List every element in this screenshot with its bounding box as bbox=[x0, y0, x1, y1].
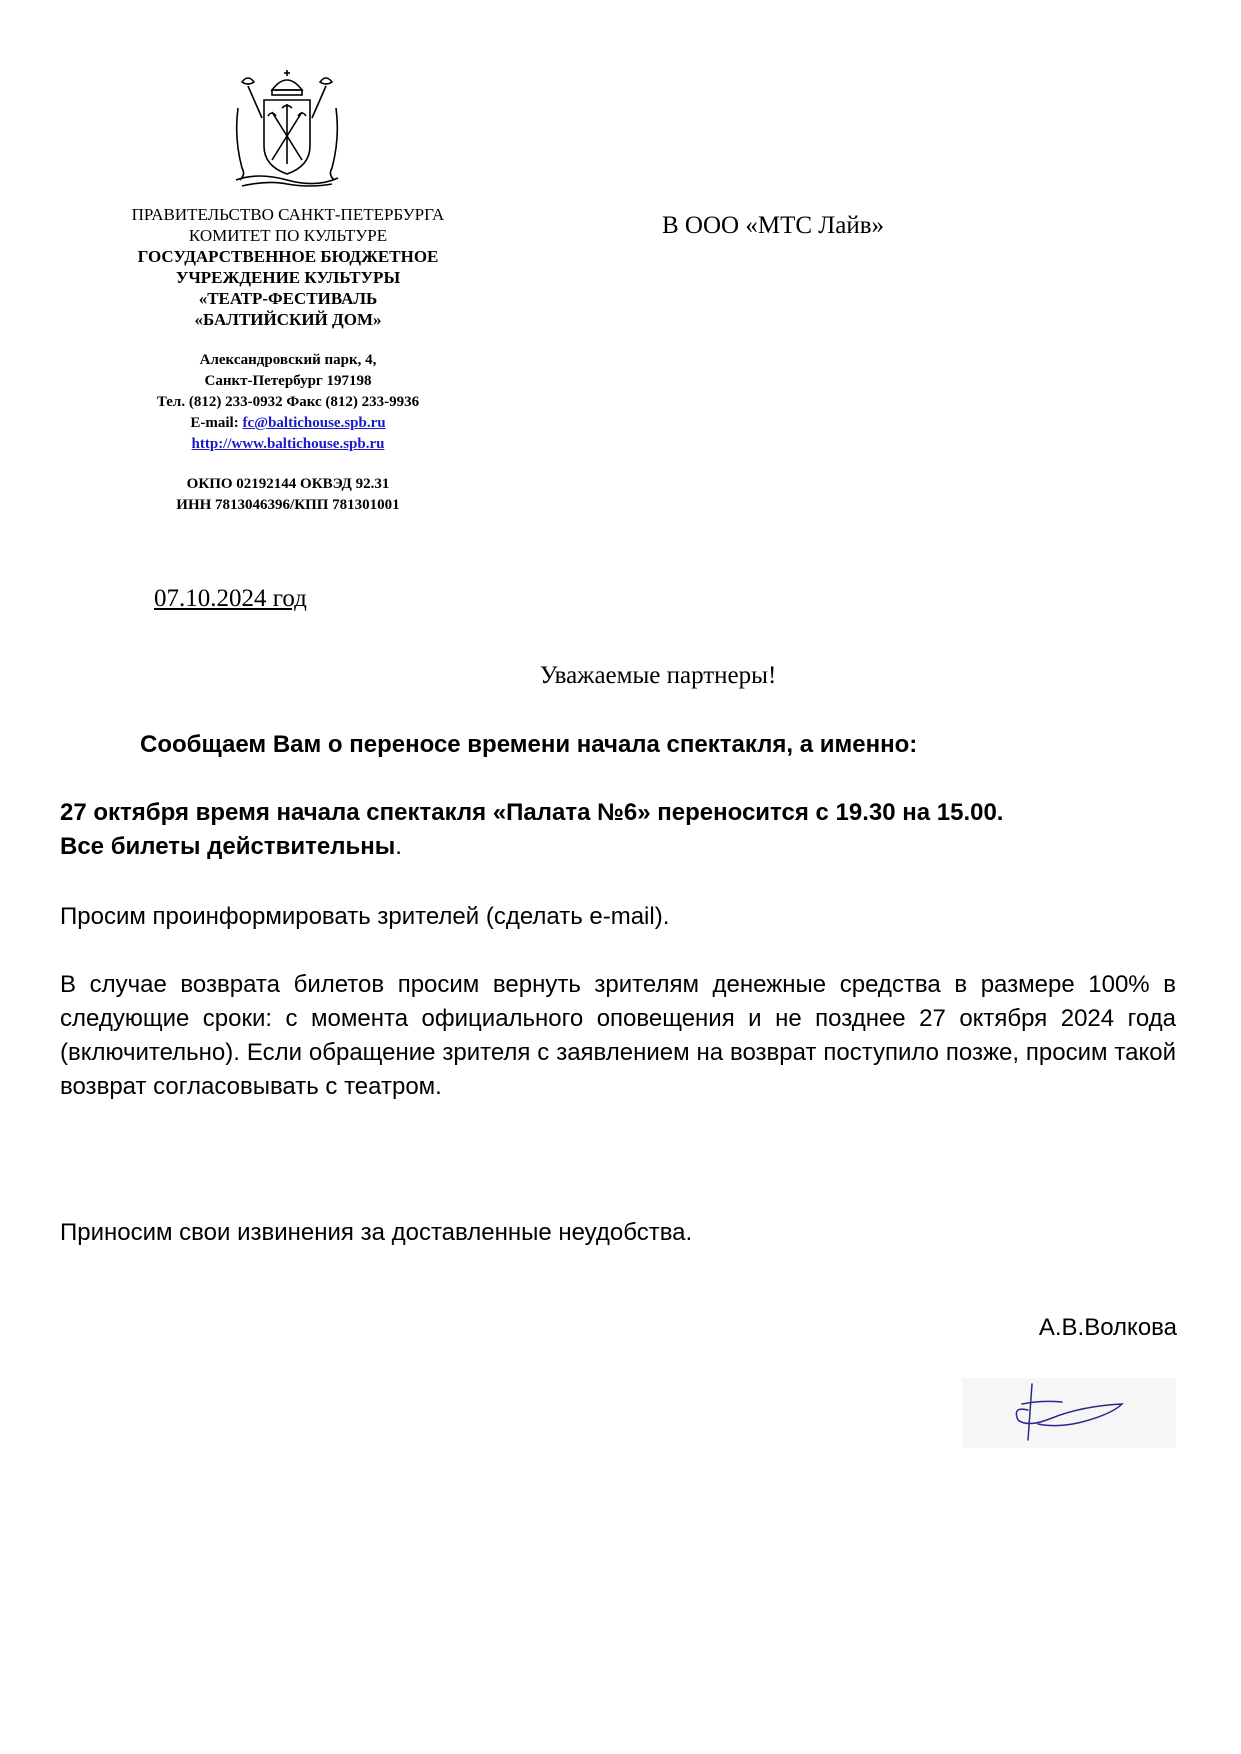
phone-fax: Тел. (812) 233-0932 Факс (812) 233-9936 bbox=[156, 394, 420, 410]
registration-codes: ИНН 7813046396/КПП 781301001 bbox=[176, 497, 400, 513]
schedule-change-line: 27 октября время начала спектакля «Палата №6» переносится с 19.30 на 15.00. bbox=[60, 799, 1004, 826]
registration-codes: ОКПО 02192144 ОКВЭД 92.31 bbox=[186, 476, 390, 492]
refund-paragraph: В случае возврата билетов просим вернуть зрителям денежные средства в размере 100% в следующие сроки: с момента официального оповещения и не позднее 27 октября 2024 года (включительно). Если обращение зрителя с заявлением на возврат поступило позже, просим такой возврат согласовывать с театром. bbox=[60, 971, 1176, 1100]
letter-date: 07.10.2024 год bbox=[154, 585, 307, 612]
website-link[interactable]: http://www.baltichouse.spb.ru bbox=[191, 436, 385, 452]
signature-icon bbox=[962, 1378, 1176, 1448]
apology-paragraph: Приносим свои извинения за доставленные неудобства. bbox=[60, 1219, 693, 1246]
website-line bbox=[78, 434, 498, 455]
address-line: Александровский парк, 4, bbox=[199, 352, 377, 368]
coat-of-arms-icon bbox=[228, 68, 346, 188]
letterhead bbox=[78, 204, 498, 516]
organization-line: УЧРЕЖДЕНИЕ КУЛЬТУРЫ bbox=[175, 268, 401, 287]
schedule-change-paragraph bbox=[60, 796, 1176, 864]
address-line: Санкт-Петербург 197198 bbox=[204, 373, 372, 389]
email-link[interactable]: fc@baltichouse.spb.ru bbox=[242, 415, 386, 431]
tickets-valid-text: Все билеты действительны bbox=[60, 833, 396, 860]
email-line bbox=[78, 413, 498, 434]
email-label: E-mail: bbox=[190, 415, 243, 431]
salutation: Уважаемые партнеры! bbox=[539, 662, 777, 689]
organization-line: «БАЛТИЙСКИЙ ДОМ» bbox=[194, 310, 382, 329]
intro-paragraph: Сообщаем Вам о переносе времени начала спектакля, а именно: bbox=[140, 731, 918, 758]
signer-name: А.В.Волкова bbox=[1038, 1314, 1177, 1341]
addressee: В ООО «МТС Лайв» bbox=[662, 212, 884, 239]
organization-line: «ТЕАТР-ФЕСТИВАЛЬ bbox=[198, 289, 378, 308]
government-name: ПРАВИТЕЛЬСТВО САНКТ-ПЕТЕРБУРГА bbox=[131, 205, 445, 224]
committee-name: КОМИТЕТ ПО КУЛЬТУРЕ bbox=[188, 226, 388, 245]
organization-line: ГОСУДАРСТВЕННОЕ БЮДЖЕТНОЕ bbox=[137, 247, 439, 266]
inform-paragraph: Просим проинформировать зрителей (сделать e-mail). bbox=[60, 903, 670, 930]
tickets-valid-line bbox=[60, 830, 1176, 864]
tickets-valid-period: . bbox=[395, 833, 402, 860]
